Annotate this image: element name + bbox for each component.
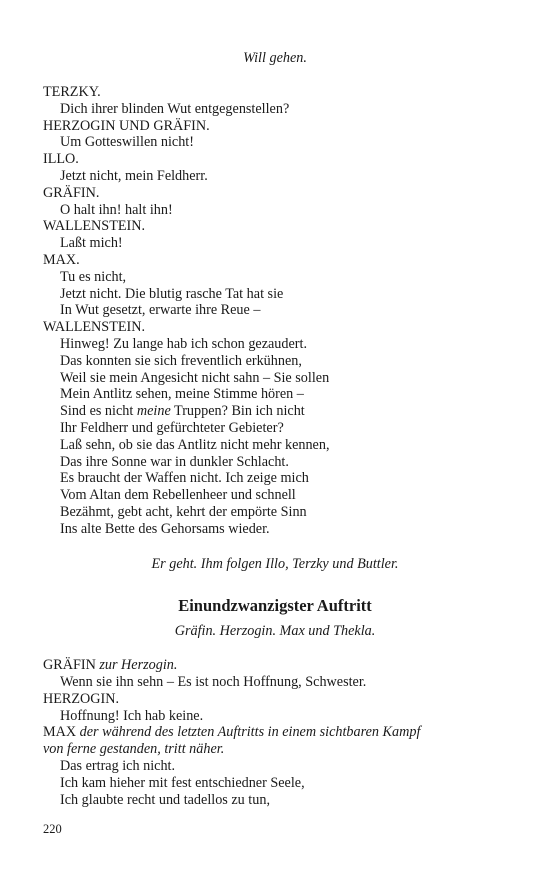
verse-line: Bezähmt, gebt acht, kehrt der empörte Sinn — [60, 504, 307, 520]
verse-line: Das ertrag ich nicht. — [60, 758, 176, 774]
verse-text: Truppen? Bin ich nicht — [170, 403, 305, 419]
stage-direction-top: Will gehen. — [243, 50, 307, 66]
stage-direction-exit: Er geht. Ihm folgen Illo, Terzky und Buttler. — [151, 556, 399, 572]
verse-line: Hinweg! Zu lange hab ich schon gezaudert. — [60, 336, 308, 352]
verse-line: Das konnten sie sich freventlich erkühnen, — [60, 352, 302, 369]
scene-title: Einundzwanzigster Auftritt — [178, 596, 372, 615]
verse-line: Wenn sie ihn sehn – Es ist noch Hoffnung, Schwester. — [60, 674, 367, 690]
stage-direction-inline: der während des letzten Auftritts in einem sichtbaren Kampf — [79, 724, 421, 740]
speaker-label: MAX. — [43, 252, 80, 268]
speaker-label — [43, 657, 177, 674]
verse-line: Um Gotteswillen nicht! — [60, 134, 194, 151]
verse-line: Laßt mich! — [60, 235, 123, 252]
speaker-label: HERZOGIN UND GRÄFIN. — [43, 117, 210, 134]
speaker-name: MAX — [43, 724, 77, 740]
speaker-label: TERZKY. — [43, 84, 101, 100]
speaker-label: HERZOGIN. — [43, 691, 120, 707]
verse-line: Es braucht der Waffen nicht. Ich zeige mich — [60, 470, 309, 487]
verse-line: Hoffnung! Ich hab keine. — [60, 708, 204, 724]
verse-line: In Wut gesetzt, erwarte ihre Reue – — [60, 302, 261, 319]
verse-line: Mein Antlitz sehen, meine Stimme hören – — [60, 386, 304, 403]
verse-line: Tu es nicht, — [60, 268, 127, 285]
verse-line: Dich ihrer blinden Wut entgegenstellen? — [60, 100, 290, 117]
verse-line: Jetzt nicht, mein Feldherr. — [60, 168, 208, 184]
verse-line: Ihr Feldherr und gefürchteter Gebieter? — [60, 420, 284, 436]
page-number: 220 — [43, 822, 62, 836]
verse-line: Vom Altan dem Rebellenheer und schnell — [60, 487, 296, 504]
stage-direction-inline: zur Herzogin. — [99, 657, 178, 673]
speaker-label: ILLO. — [43, 151, 79, 168]
emphasis-word: meine — [136, 403, 171, 419]
verse-text: Sind es nicht — [60, 403, 137, 419]
speaker-label: GRÄFIN. — [43, 184, 100, 201]
speaker-label — [43, 724, 420, 741]
stage-direction-inline: von ferne gestanden, tritt näher. — [43, 741, 225, 757]
verse-line: Laß sehn, ob sie das Antlitz nicht mehr kennen, — [60, 436, 330, 453]
verse-line: O halt ihn! halt ihn! — [60, 201, 173, 218]
verse-line: Weil sie mein Angesicht nicht sahn – Sie sollen — [60, 369, 330, 386]
verse-line: Ich kam hieher mit fest entschiedner Seele, — [60, 775, 305, 791]
speaker-name: GRÄFIN — [43, 657, 96, 673]
speaker-label: WALLENSTEIN. — [43, 218, 146, 235]
verse-line — [60, 403, 305, 420]
verse-line: Ins alte Bette des Gehorsams wieder. — [60, 520, 270, 537]
verse-line: Jetzt nicht. Die blutig rasche Tat hat sie — [60, 285, 284, 302]
scene-persons: Gräfin. Herzogin. Max und Thekla. — [174, 623, 376, 639]
verse-line: Das ihre Sonne war in dunkler Schlacht. — [60, 453, 289, 470]
speaker-label: WALLENSTEIN. — [43, 319, 146, 336]
verse-line: Ich glaubte recht und tadellos zu tun, — [60, 792, 270, 808]
